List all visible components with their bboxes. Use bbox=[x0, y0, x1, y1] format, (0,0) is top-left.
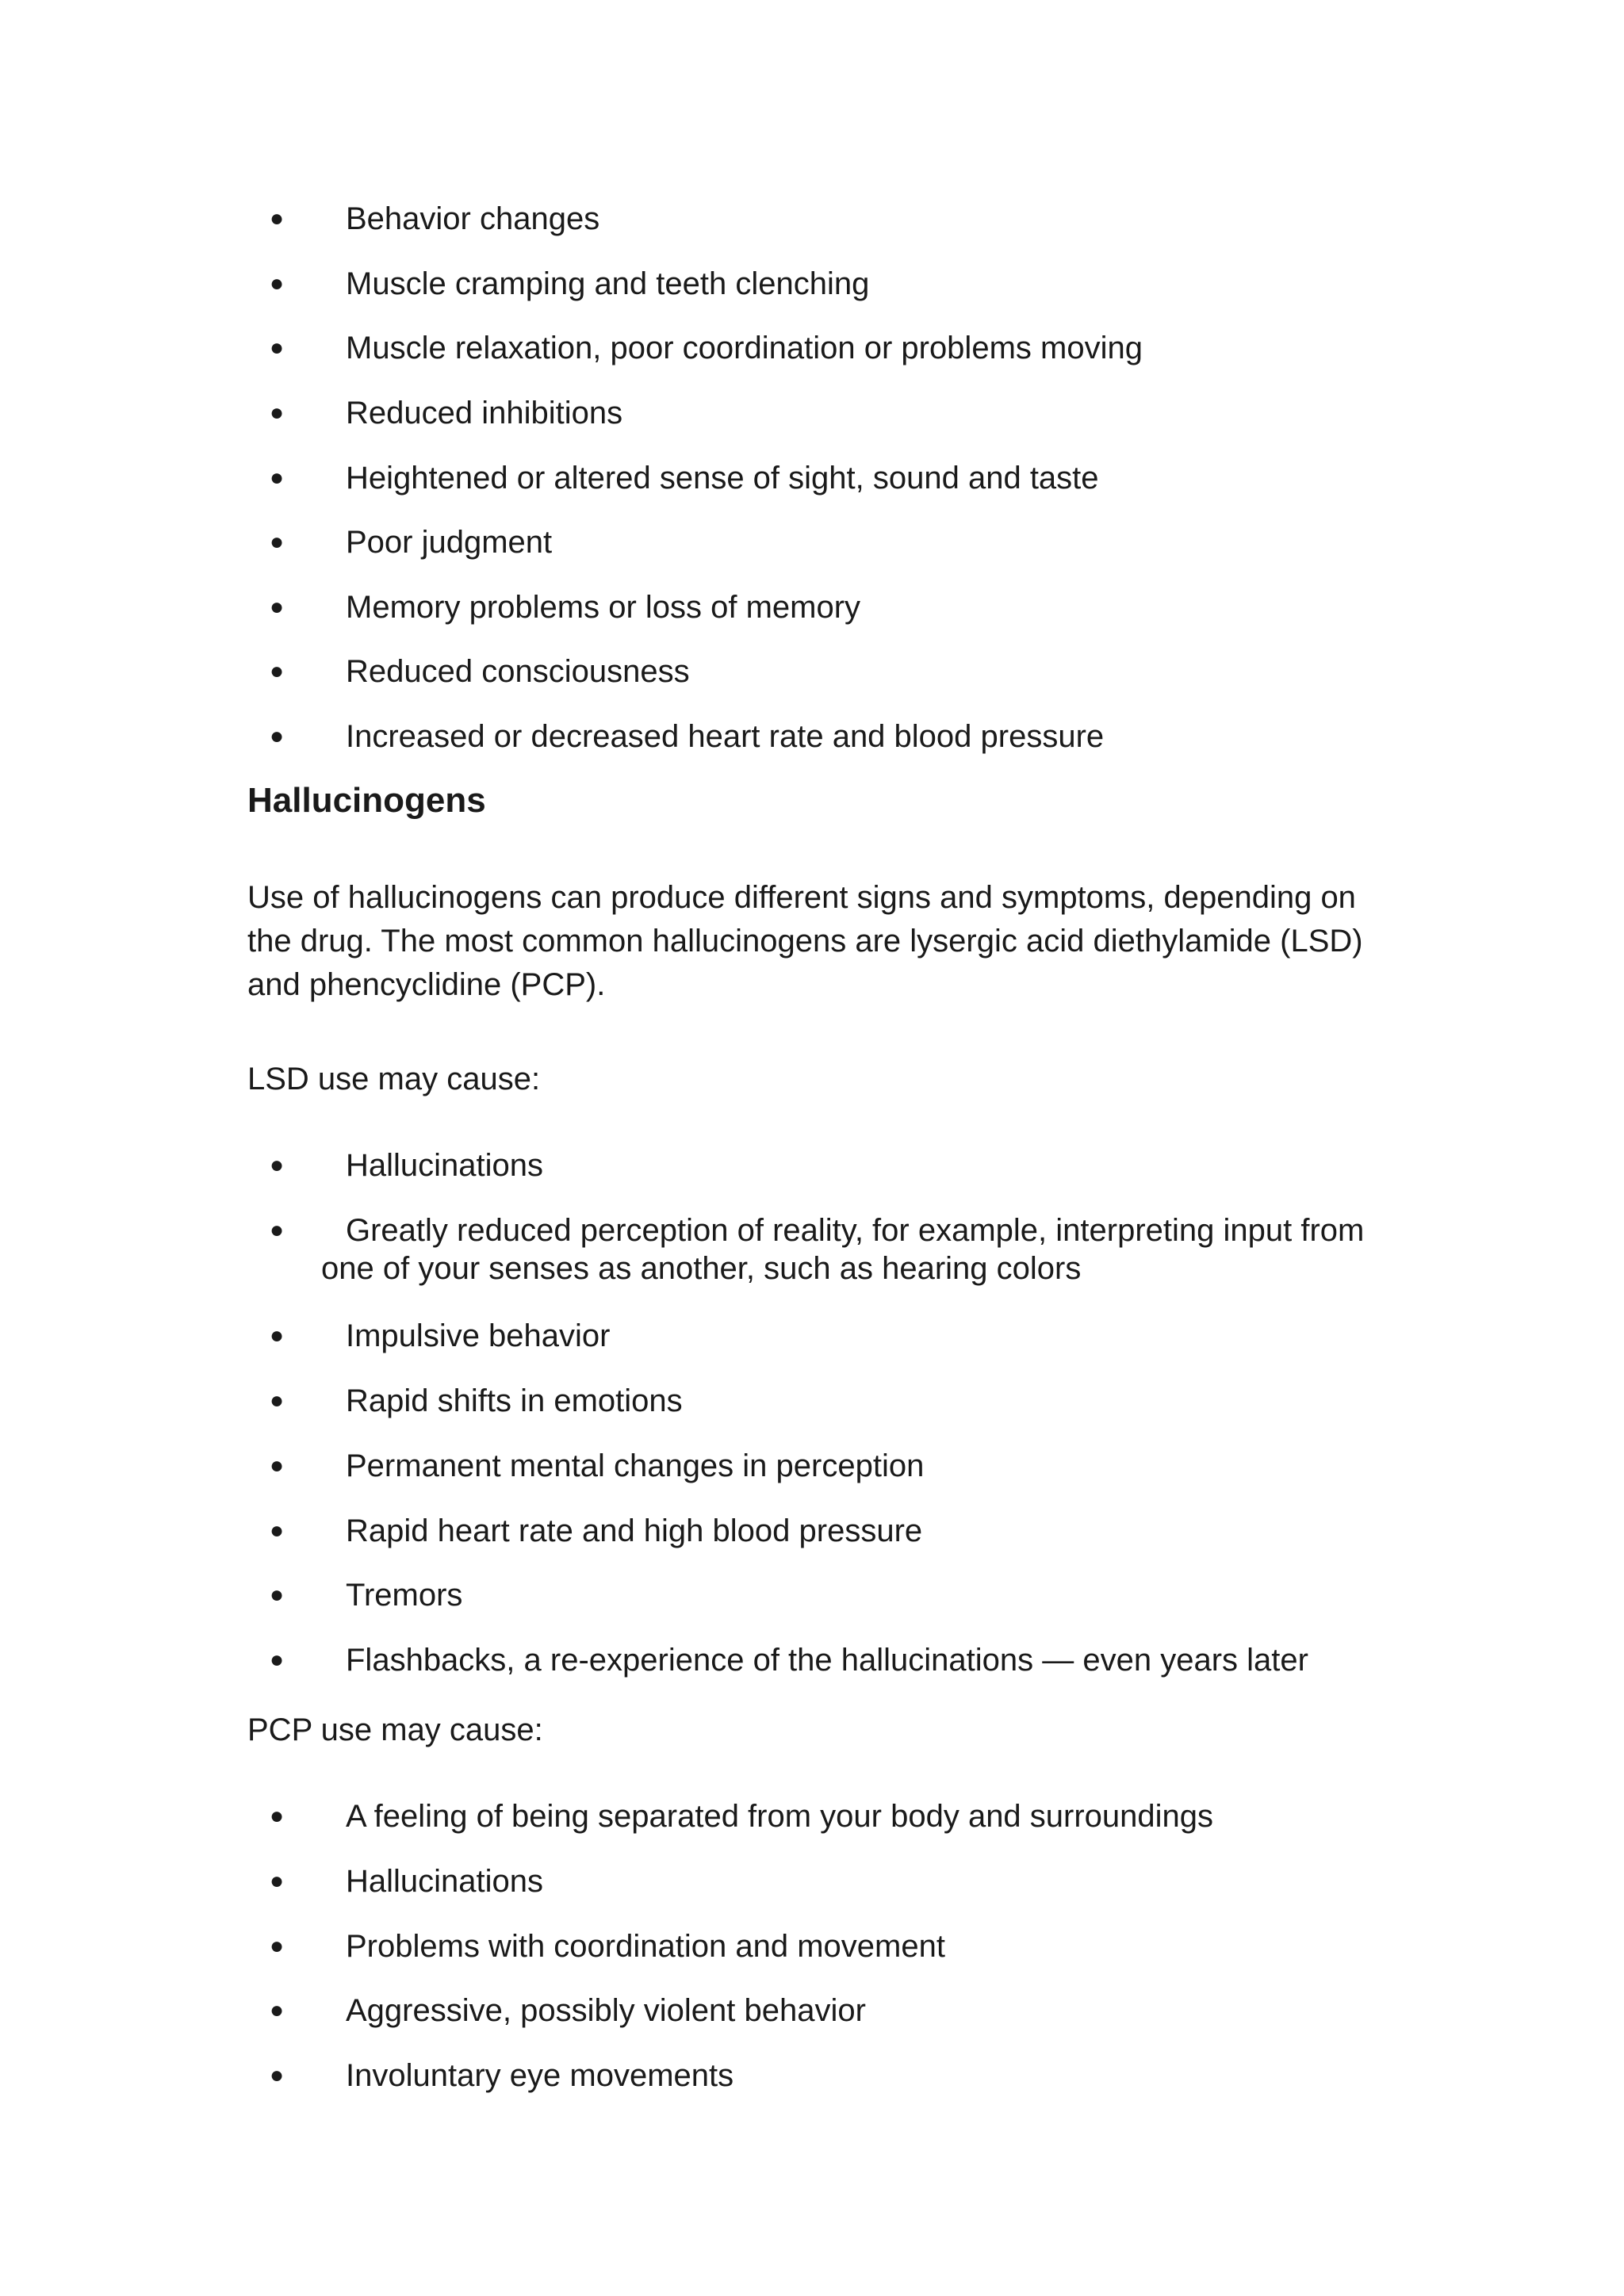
bullet-icon: ● bbox=[270, 1803, 285, 1829]
bullet-icon: ● bbox=[270, 1387, 285, 1414]
bullet-icon: ● bbox=[270, 205, 285, 232]
pcp-label: PCP use may cause: bbox=[247, 1712, 543, 1747]
bullet-icon: ● bbox=[270, 1933, 285, 1959]
bullet-icon: ● bbox=[270, 1517, 285, 1544]
bullet-icon: ● bbox=[270, 465, 285, 491]
bullet-icon: ● bbox=[270, 400, 285, 426]
bullet-icon: ● bbox=[270, 723, 285, 749]
section-intro: Use of hallucinogens can produce different signs and symptoms, depending on the drug. The most common hallucinogens are lysergic acid diethylamide (LSD) and phencyclidine (PCP). bbox=[247, 880, 1363, 1002]
bullet-icon: ● bbox=[270, 1152, 285, 1178]
lsd-label: LSD use may cause: bbox=[247, 1062, 541, 1096]
bullet-icon: ● bbox=[270, 1647, 285, 1673]
bullet-icon: ● bbox=[270, 1997, 285, 2023]
document-page: ● Behavior changes ● Muscle cramping and teeth clenching ● Muscle relaxation, poor coordination or problems moving ● Reduced inhibitions ● Heightened or altered sense of sight, sound and taste ● Poor judgment ● Memory problems or loss of memory ● Reduced consciousness ● Increased or decreased heart rate and blood pressure Hallucinogens Use of hallucinogens can produce different signs and symptoms, depending on the drug. The most common hallucinogens are lysergic acid diethylamide (LSD) and phencyclidine (PCP). LSD use may cause: ● Hallucinations ● Greatly reduced perception of reality, for example, interpreting input from one of your senses as another, such as hearing colors ● Impulsive behavior ● Rapid shifts in emotions ● Permanent mental changes in perception ● Rapid heart rate and high blood pressure ● Tremors ● Flashbacks, a re-experience of the hallucinations — even years later PCP use may cause: ● A feeling of being separated from your body and surroundings ● Hallucinations ● Problems with coordination and movement ● Aggressive, possibly violent behavior ● Involuntary eye movements bbox=[0, 0, 1624, 2296]
bullet-icon: ● bbox=[270, 270, 285, 297]
section-heading: Hallucinogens bbox=[247, 781, 486, 820]
bullet-icon: ● bbox=[270, 594, 285, 620]
bullet-icon: ● bbox=[270, 335, 285, 361]
bullet-icon: ● bbox=[270, 1582, 285, 1608]
bullet-icon: ● bbox=[270, 1322, 285, 1349]
bullet-icon: ● bbox=[270, 2062, 285, 2088]
bullet-icon: ● bbox=[270, 1217, 285, 1243]
bullet-icon: ● bbox=[270, 658, 285, 684]
bullet-icon: ● bbox=[270, 529, 285, 555]
bullet-icon: ● bbox=[270, 1868, 285, 1894]
bullet-icon: ● bbox=[270, 1452, 285, 1479]
